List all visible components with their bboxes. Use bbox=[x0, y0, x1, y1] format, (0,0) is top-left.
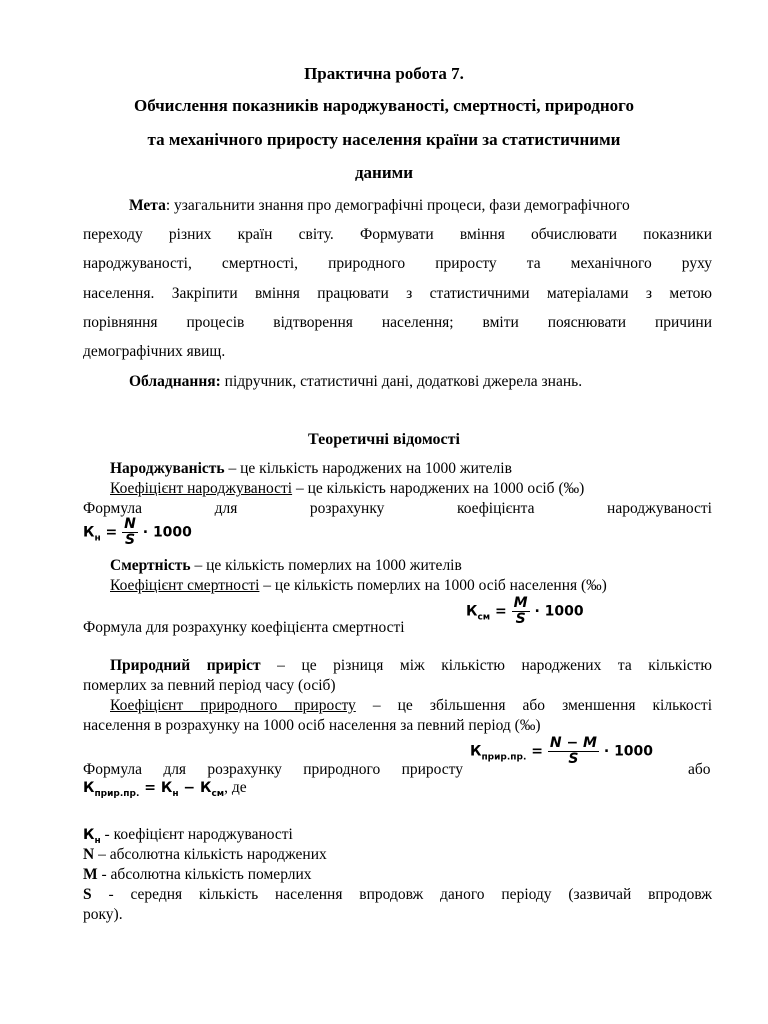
natural-coef-definition-1: Коефіцієнт природного приросту – це збільшення або зменшення кількості bbox=[110, 697, 713, 714]
equipment-label: Обладнання: bbox=[129, 373, 221, 390]
natural-formula-fraction: $\frac{N - М}{S}$ bbox=[549, 735, 597, 767]
natural-definition-1: Природний приріст – це різниця між кількістю народжених та кількістю bbox=[110, 657, 712, 674]
natural-coef-definition-2: населення в розрахунку на 1000 осіб населення за певний період (‰) bbox=[83, 717, 541, 734]
equipment-line: Обладнання: підручник, статистичні дані, додаткові джерела знань. bbox=[129, 373, 583, 390]
legend-s-continued: року). bbox=[83, 906, 123, 923]
death-coef-definition: Коефіцієнт смертності – це кількість померлих на 1000 осіб населення (‰) bbox=[110, 577, 607, 594]
goal-line-4: населення. Закріпити вміння працювати з статистичними матеріалами з метою bbox=[83, 285, 712, 302]
natural-formula: $К_{прир.пр.}$ = $\frac{N - М}{S}$ · 1000 bbox=[470, 735, 654, 767]
goal-line-2: переходу різних країн світу. Формувати вміння обчислювати показники bbox=[83, 226, 712, 243]
birth-coef-definition: Коефіцієнт народжуваності – це кількість народжених на 1000 осіб (‰) bbox=[110, 480, 585, 497]
goal-line-5: порівняння процесів відтворення населення; вміти пояснювати причини bbox=[83, 314, 712, 331]
natural-formula-or: або bbox=[688, 761, 711, 778]
document-title-line-3: та механічного приросту населення країни за статистичними bbox=[147, 130, 621, 149]
legend-m: М - абсолютна кількість померлих bbox=[83, 866, 312, 883]
death-formula-intro: Формула для розрахунку коефіцієнта смертності bbox=[83, 619, 405, 636]
natural-alt-formula: $К_{прир.пр.} = К_н - К_{см}$, де bbox=[83, 779, 247, 799]
document-title-line-2: Обчислення показників народжуваності, смертності, природного bbox=[134, 96, 634, 115]
document-title-line-4: даними bbox=[354, 163, 414, 182]
legend-n: N – абсолютна кількість народжених bbox=[83, 846, 327, 863]
death-definition: Смертність – це кількість померлих на 1000 жителів bbox=[110, 557, 462, 574]
document-title-line-1: Практична робота 7. bbox=[304, 64, 464, 83]
birth-definition: Народжуваність – це кількість народжених на 1000 жителів bbox=[110, 460, 512, 477]
natural-formula-intro: Формула для розрахунку природного приросту bbox=[83, 761, 463, 778]
birth-formula: $К_н$ = $\frac{N}{S}$ · 1000 bbox=[83, 516, 192, 548]
goal-line-3: народжуваності, смертності, природного приросту та механічного руху bbox=[83, 255, 712, 272]
goal-label: Мета bbox=[129, 197, 166, 214]
death-formula-fraction: $\frac{М}{S}$ bbox=[513, 595, 528, 627]
legend-s: S - середня кількість населення впродовж даного періоду (зазвичай впродовж bbox=[83, 886, 712, 903]
death-formula: $К_{см}$ = $\frac{М}{S}$ · 1000 bbox=[466, 595, 584, 627]
goal-line-1: Мета: узагальнити знання про демографічні процеси, фази демографічного bbox=[129, 197, 630, 214]
natural-definition-2: померлих за певний період часу (осіб) bbox=[83, 677, 336, 694]
birth-formula-fraction: $\frac{N}{S}$ bbox=[124, 516, 136, 548]
birth-formula-intro: Формула для розрахунку коефіцієнта народжуваності bbox=[83, 500, 712, 517]
legend-k: $К_н$ - коефіцієнт народжуваності bbox=[83, 826, 293, 846]
theory-heading: Теоретичні відомості bbox=[308, 431, 460, 448]
goal-line-6: демографічних явищ. bbox=[83, 343, 226, 360]
